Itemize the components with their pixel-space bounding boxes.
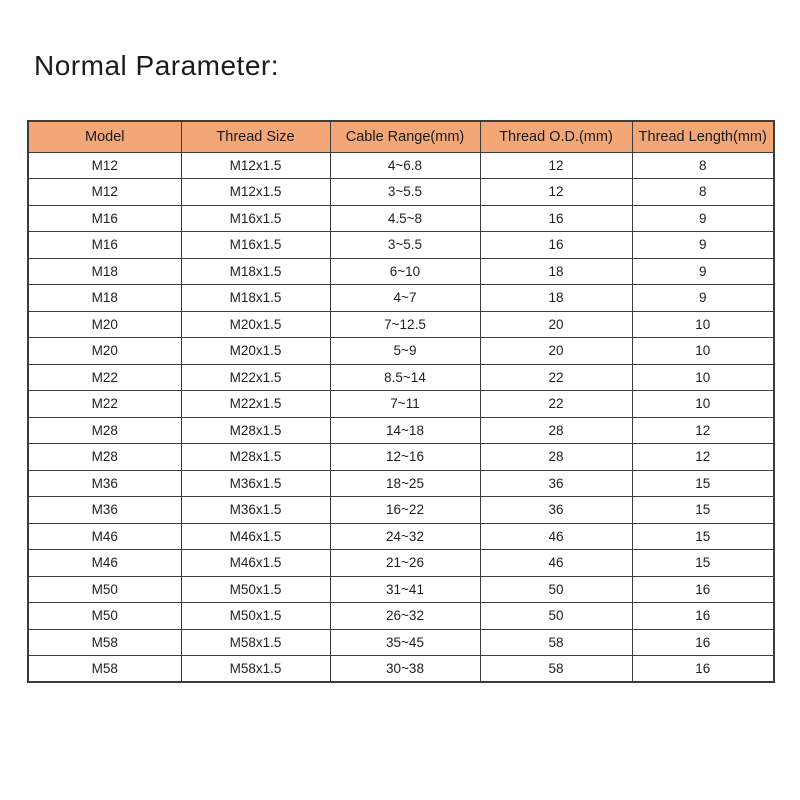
table-cell-thread-size: M12x1.5 xyxy=(181,152,330,179)
table-cell-model: M28 xyxy=(28,417,181,444)
table-cell-cable-range: 8.5~14 xyxy=(330,364,480,391)
table-cell-cable-range: 18~25 xyxy=(330,470,480,497)
table-row xyxy=(28,550,774,577)
table-cell-thread-size: M36x1.5 xyxy=(181,470,330,497)
table-cell-thread-od: 18 xyxy=(480,258,632,285)
table-cell-thread-size: M28x1.5 xyxy=(181,417,330,444)
table-cell-cable-range: 3~5.5 xyxy=(330,179,480,206)
table-row xyxy=(28,497,774,524)
table-cell-thread-od: 58 xyxy=(480,629,632,656)
table-row xyxy=(28,311,774,338)
table-cell-thread-od: 46 xyxy=(480,550,632,577)
table-cell-thread-size: M22x1.5 xyxy=(181,364,330,391)
table-cell-model: M36 xyxy=(28,497,181,524)
table-cell-model: M12 xyxy=(28,179,181,206)
table-cell-cable-range: 26~32 xyxy=(330,603,480,630)
table-cell-cable-range: 4~6.8 xyxy=(330,152,480,179)
table-cell-thread-length: 15 xyxy=(632,497,774,524)
table-row xyxy=(28,470,774,497)
table-cell-thread-size: M20x1.5 xyxy=(181,311,330,338)
table-cell-model: M50 xyxy=(28,603,181,630)
table-cell-cable-range: 4.5~8 xyxy=(330,205,480,232)
table-cell-thread-od: 36 xyxy=(480,470,632,497)
table-cell-thread-size: M28x1.5 xyxy=(181,444,330,471)
table-cell-model: M46 xyxy=(28,523,181,550)
table-cell-model: M22 xyxy=(28,391,181,418)
table-cell-thread-od: 16 xyxy=(480,232,632,259)
table-cell-cable-range: 7~11 xyxy=(330,391,480,418)
table-cell-thread-length: 8 xyxy=(632,152,774,179)
table-cell-cable-range: 4~7 xyxy=(330,285,480,312)
table-cell-model: M20 xyxy=(28,311,181,338)
table-cell-thread-size: M16x1.5 xyxy=(181,232,330,259)
table-row xyxy=(28,258,774,285)
table-cell-thread-size: M50x1.5 xyxy=(181,603,330,630)
table-cell-thread-od: 50 xyxy=(480,603,632,630)
table-cell-model: M50 xyxy=(28,576,181,603)
table-cell-cable-range: 12~16 xyxy=(330,444,480,471)
table-cell-cable-range: 6~10 xyxy=(330,258,480,285)
table-row xyxy=(28,629,774,656)
table-cell-cable-range: 30~38 xyxy=(330,656,480,683)
table-cell-cable-range: 3~5.5 xyxy=(330,232,480,259)
table-cell-thread-od: 46 xyxy=(480,523,632,550)
table-cell-thread-od: 18 xyxy=(480,285,632,312)
table-cell-thread-size: M58x1.5 xyxy=(181,629,330,656)
table-cell-thread-length: 15 xyxy=(632,523,774,550)
table-cell-cable-range: 14~18 xyxy=(330,417,480,444)
column-header-thread-size: Thread Size xyxy=(181,121,330,152)
table-cell-thread-size: M22x1.5 xyxy=(181,391,330,418)
table-cell-thread-length: 8 xyxy=(632,179,774,206)
table-cell-thread-length: 9 xyxy=(632,285,774,312)
table-cell-thread-length: 12 xyxy=(632,417,774,444)
table-cell-thread-length: 10 xyxy=(632,338,774,365)
column-header-model: Model xyxy=(28,121,181,152)
table-cell-cable-range: 21~26 xyxy=(330,550,480,577)
table-cell-thread-od: 50 xyxy=(480,576,632,603)
table-row xyxy=(28,364,774,391)
table-cell-thread-od: 12 xyxy=(480,179,632,206)
table-cell-thread-length: 15 xyxy=(632,550,774,577)
header-row xyxy=(28,121,774,152)
table-cell-thread-size: M12x1.5 xyxy=(181,179,330,206)
table-cell-cable-range: 31~41 xyxy=(330,576,480,603)
table-cell-model: M36 xyxy=(28,470,181,497)
table-row xyxy=(28,656,774,683)
table-row xyxy=(28,232,774,259)
table-cell-cable-range: 5~9 xyxy=(330,338,480,365)
table-cell-thread-size: M36x1.5 xyxy=(181,497,330,524)
table-cell-model: M58 xyxy=(28,629,181,656)
column-header-thread-length: Thread Length(mm) xyxy=(632,121,774,152)
table-cell-thread-od: 20 xyxy=(480,338,632,365)
table-cell-thread-length: 9 xyxy=(632,205,774,232)
table-cell-thread-od: 22 xyxy=(480,364,632,391)
column-header-thread-od: Thread O.D.(mm) xyxy=(480,121,632,152)
table-cell-thread-size: M18x1.5 xyxy=(181,285,330,312)
table-cell-model: M22 xyxy=(28,364,181,391)
table-row xyxy=(28,179,774,206)
table-row xyxy=(28,152,774,179)
table-cell-model: M58 xyxy=(28,656,181,683)
table-row xyxy=(28,205,774,232)
table-body xyxy=(28,152,774,682)
table-row xyxy=(28,576,774,603)
table-cell-model: M18 xyxy=(28,285,181,312)
table-cell-thread-size: M58x1.5 xyxy=(181,656,330,683)
table-cell-thread-length: 15 xyxy=(632,470,774,497)
table-cell-cable-range: 35~45 xyxy=(330,629,480,656)
table-cell-thread-od: 12 xyxy=(480,152,632,179)
page-title: Normal Parameter: xyxy=(34,50,280,81)
table-cell-thread-length: 16 xyxy=(632,603,774,630)
table-cell-thread-od: 22 xyxy=(480,391,632,418)
table-cell-thread-size: M46x1.5 xyxy=(181,523,330,550)
table-cell-model: M20 xyxy=(28,338,181,365)
table-cell-thread-length: 10 xyxy=(632,391,774,418)
table-cell-thread-od: 36 xyxy=(480,497,632,524)
table-cell-thread-length: 10 xyxy=(632,364,774,391)
table-cell-thread-od: 20 xyxy=(480,311,632,338)
table-cell-thread-size: M20x1.5 xyxy=(181,338,330,365)
table-cell-cable-range: 16~22 xyxy=(330,497,480,524)
table-cell-thread-length: 9 xyxy=(632,232,774,259)
table-row xyxy=(28,523,774,550)
table-cell-model: M12 xyxy=(28,152,181,179)
table-row xyxy=(28,338,774,365)
table-row xyxy=(28,285,774,312)
table-cell-model: M28 xyxy=(28,444,181,471)
table-cell-thread-od: 28 xyxy=(480,417,632,444)
table-row xyxy=(28,603,774,630)
table-cell-thread-length: 12 xyxy=(632,444,774,471)
table-cell-thread-od: 28 xyxy=(480,444,632,471)
table-cell-thread-length: 16 xyxy=(632,656,774,683)
table-cell-model: M18 xyxy=(28,258,181,285)
table-cell-thread-length: 16 xyxy=(632,629,774,656)
table-cell-cable-range: 24~32 xyxy=(330,523,480,550)
table-cell-thread-length: 9 xyxy=(632,258,774,285)
table-row xyxy=(28,391,774,418)
table-cell-thread-size: M18x1.5 xyxy=(181,258,330,285)
table-cell-thread-od: 58 xyxy=(480,656,632,683)
table-cell-cable-range: 7~12.5 xyxy=(330,311,480,338)
table-cell-thread-od: 16 xyxy=(480,205,632,232)
table-cell-thread-size: M46x1.5 xyxy=(181,550,330,577)
table-cell-thread-length: 16 xyxy=(632,576,774,603)
table-cell-model: M46 xyxy=(28,550,181,577)
table-cell-model: M16 xyxy=(28,205,181,232)
table-row xyxy=(28,417,774,444)
table-cell-thread-size: M16x1.5 xyxy=(181,205,330,232)
table-cell-model: M16 xyxy=(28,232,181,259)
parameter-table xyxy=(27,120,775,683)
table-cell-thread-length: 10 xyxy=(632,311,774,338)
table-cell-thread-size: M50x1.5 xyxy=(181,576,330,603)
table-row xyxy=(28,444,774,471)
column-header-cable-range: Cable Range(mm) xyxy=(330,121,480,152)
